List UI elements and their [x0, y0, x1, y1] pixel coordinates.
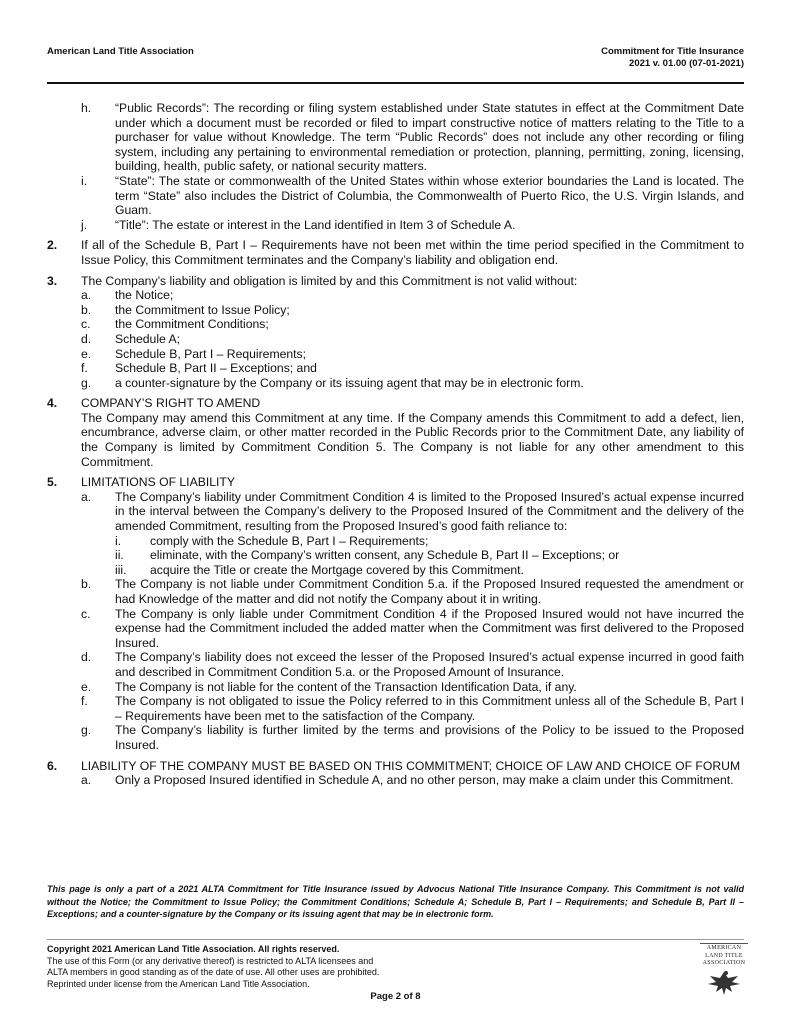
item-text: The Company is only liable under Commitment Condition 4 if the Proposed Insured would not have incurred the expense had the Commitment included the added matter when the Commitment was first delivered to the Proposed Insured. — [115, 606, 744, 650]
list-item — [81, 332, 744, 347]
section-heading: LIMITATIONS OF LIABILITY — [81, 475, 235, 490]
item-text: “Public Records”: The recording or filing system established under State statutes in effect at the Commitment Date under which a document must be recorded or filed to impart constructive notice of matters relating to the Title to a purchaser for value without Knowledge. The term “Public Records” does not include any other recording or filing system, including any pertaining to environmental remediation or protection, planning, permitting, zoning, licensing, building, health, public safety, or national security matters. — [115, 101, 744, 174]
item-text: eliminate, with the Company’s written consent, any Schedule B, Part II – Exceptions; or — [150, 548, 620, 563]
roman-list — [115, 534, 744, 578]
list-item — [81, 607, 744, 651]
section-text: The Company’s liability and obligation is limited by and this Commitment is not valid without: — [81, 273, 578, 288]
license-line: Reprinted under license from the American Land Title Association. — [47, 978, 310, 989]
item-marker: f. — [81, 694, 88, 709]
item-text: the Commitment to Issue Policy; — [115, 302, 290, 317]
definitions-continued — [81, 101, 744, 232]
condition-6 — [47, 759, 744, 774]
item-marker: d. — [81, 331, 92, 346]
license-line: ALTA members in good standing as of the date of use. All other uses are prohibited. — [47, 967, 380, 977]
list-item — [81, 577, 744, 606]
logo-text-line: ASSOCIATION — [702, 960, 746, 966]
condition-5-list — [81, 490, 744, 753]
document-body — [47, 101, 744, 788]
logo-rule — [700, 943, 748, 944]
item-text: Schedule B, Part II – Exceptions; and — [115, 361, 317, 376]
condition-3 — [47, 274, 744, 289]
item-marker: a. — [81, 489, 92, 504]
item-marker: f. — [81, 361, 88, 376]
item-text: The Company’s liability under Commitment Condition 4 is limited to the Proposed Insured’s actual expense incurred in the interval between the Company’s delivery to the Proposed Insured of the Commitment and the delivery of the amended Commitment, resulting from the Proposed Insured’s good faith reliance to: — [115, 489, 744, 534]
item-marker: i. — [115, 533, 122, 548]
item-text: Only a Proposed Insured identified in Schedule A, and no other person, may make a claim under this Commitment. — [115, 773, 734, 788]
eagle-icon — [704, 968, 744, 998]
item-text: “Title”: The estate or interest in the Land identified in Item 3 of Schedule A. — [115, 217, 516, 232]
license-line: The use of this Form (or any derivative thereof) is restricted to ALTA licensees and — [47, 955, 374, 966]
copyright-notice — [47, 944, 379, 990]
item-marker: j. — [81, 217, 88, 232]
condition-2 — [47, 238, 744, 267]
item-text: Schedule B, Part I – Requirements; — [115, 346, 307, 361]
condition-4 — [47, 396, 744, 411]
header-form-name: Commitment for Title Insurance — [601, 46, 744, 57]
list-item — [81, 680, 744, 695]
section-number: 2. — [47, 238, 58, 253]
footer-divider — [47, 939, 744, 940]
logo-text-line: AMERICAN — [706, 945, 742, 951]
item-text: The Company’s liability is further limited by the terms and provisions of the Policy to be issued to the Proposed Insured. — [115, 723, 744, 752]
item-marker: e. — [81, 679, 92, 694]
validity-disclaimer: This page is only a part of a 2021 ALTA Commitment for Title Insurance issued by Advocus National Title Insurance Company. This Commitment is not valid without the Notice; the Commitment to Issue Policy; the Commitment Conditions; Schedule A; Schedule B, Part I – Requirements; and Schedule B, Part II – Exceptions; and a counter-signature by the Company or its issuing agent that may be in electronic form. — [47, 884, 744, 919]
list-item — [81, 347, 744, 362]
list-item — [115, 548, 744, 563]
logo-text-line: LAND TITLE — [705, 952, 743, 959]
item-marker: iii. — [115, 562, 127, 577]
item-marker: b. — [81, 577, 92, 592]
section-number: 3. — [47, 273, 58, 288]
item-marker: i. — [81, 173, 88, 188]
header-form-title — [601, 46, 744, 70]
list-item — [81, 376, 744, 391]
section-heading: COMPANY’S RIGHT TO AMEND — [81, 396, 261, 411]
header-form-version: 2021 v. 01.00 (07-01-2021) — [629, 58, 744, 69]
condition-3-list — [81, 288, 744, 390]
item-marker: d. — [81, 650, 92, 665]
list-item — [81, 773, 744, 788]
definition-item — [81, 174, 744, 218]
section-number: 4. — [47, 396, 58, 411]
item-text: the Notice; — [115, 288, 174, 303]
item-text: comply with the Schedule B, Part I – Requirements; — [150, 533, 429, 548]
header-divider — [47, 82, 744, 84]
item-text: a counter-signature by the Company or its issuing agent that may be in electronic form. — [115, 375, 584, 390]
item-text: The Company’s liability does not exceed the lesser of the Proposed Insured’s actual expense incurred in good faith and described in Commitment Condition 5.a. or the Proposed Amount of Insurance. — [115, 650, 744, 679]
list-item — [81, 490, 744, 534]
definition-item — [81, 218, 744, 233]
item-marker: h. — [81, 101, 92, 115]
section-number: 5. — [47, 475, 58, 490]
item-text: acquire the Title or create the Mortgage covered by this Commitment. — [150, 562, 524, 577]
section-heading: LIABILITY OF THE COMPANY MUST BE BASED ON THIS COMMITMENT; CHOICE OF LAW AND CHOICE OF FORUM — [81, 758, 741, 773]
item-marker: e. — [81, 346, 92, 361]
section-text: The Company may amend this Commitment at any time. If the Company amends this Commitment to add a defect, lien, encumbrance, adverse claim, or other matter recorded in the Public Records prior to the Commitment Date, any liability of the Company is limited by Commitment Condition 5. The Company is not liable for any other amendment to this Commitment. — [81, 410, 744, 469]
copyright-line: Copyright 2021 American Land Title Association. All rights reserved. — [47, 944, 340, 954]
section-number: 6. — [47, 758, 58, 773]
item-marker: b. — [81, 302, 92, 317]
condition-5 — [47, 475, 744, 490]
list-item — [81, 361, 744, 376]
list-item — [81, 694, 744, 723]
alta-logo — [700, 942, 748, 1003]
item-marker: ii. — [115, 548, 124, 563]
list-item — [115, 563, 744, 578]
section-text: If all of the Schedule B, Part I – Requirements have not been met within the time period specified in the Commitment to Issue Policy, this Commitment terminates and the Company’s liability and obligation end. — [81, 238, 744, 267]
item-marker: g. — [81, 375, 92, 390]
condition-6-list — [81, 773, 744, 788]
definition-item — [81, 101, 744, 174]
list-item — [115, 534, 744, 549]
item-text: the Commitment Conditions; — [115, 317, 269, 332]
page-number: Page 2 of 8 — [370, 991, 421, 1002]
item-marker: c. — [81, 606, 91, 621]
item-text: The Company is not liable under Commitment Condition 5.a. if the Proposed Insured requested the amendment or had Knowledge of the matter and did not notify the Company about it in writing. — [115, 577, 744, 606]
list-item — [81, 650, 744, 679]
list-item — [81, 303, 744, 318]
item-text: “State”: The state or commonwealth of the United States within whose exterior boundaries the Land is located. The term “State” also includes the District of Columbia, the Commonwealth of Puerto Rico, the U.S. Virgin Islands, and Guam. — [115, 173, 744, 218]
item-text: The Company is not liable for the content of the Transaction Identification Data, if any. — [115, 679, 577, 694]
item-marker: a. — [81, 773, 92, 788]
item-marker: g. — [81, 723, 92, 738]
item-marker: a. — [81, 288, 92, 303]
list-item — [81, 723, 744, 752]
header-org-name: American Land Title Association — [47, 46, 194, 57]
list-item — [81, 288, 744, 303]
item-text: Schedule A; — [115, 331, 181, 346]
list-item — [81, 317, 744, 332]
item-marker: c. — [81, 317, 91, 332]
item-text: The Company is not obligated to issue the Policy referred to in this Commitment unless all of the Schedule B, Part I – Requirements have been met to the satisfaction of the Company. — [115, 694, 744, 723]
